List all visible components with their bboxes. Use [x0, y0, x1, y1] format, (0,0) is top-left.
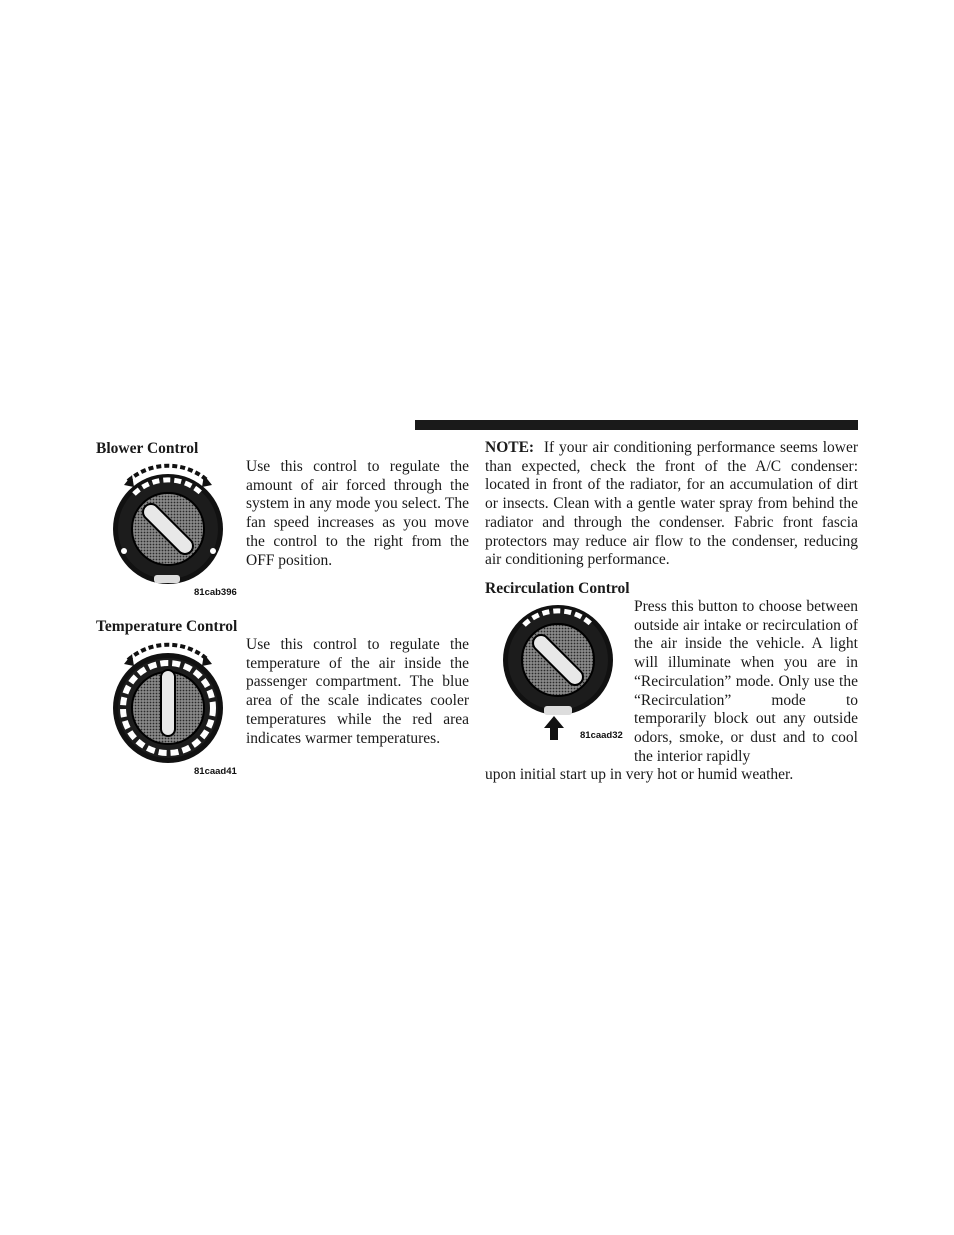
temperature-control-heading: Temperature Control — [96, 618, 238, 635]
recirculation-control-heading: Recirculation Control — [485, 580, 630, 597]
note-body: If your air conditioning performance seems lower than expected, check the front of the A/C condenser: located in front of the radiator, for an accumulation of dirt or insects. Clean with a gentle water spray from behind the radiator and through the condenser. Fabric front fascia protectors may reduce air flow to the condenser, reducing air conditioning performance. — [485, 439, 859, 569]
recirculation-control-body: Press this button to choose between outside air intake or recirculation of the air inside the vehicle. A light will illuminate when you are in “Recirculation” mode. Only use the “Recirculation” mode to temporarily block out any outside odors, smoke, or dust and to cool the interior rapidly — [634, 598, 858, 765]
recirculation-control-figure — [498, 600, 626, 742]
blower-control-knob-icon — [110, 459, 228, 587]
temperature-control-body: Use this control to regulate the temperature of the air inside the passenger compartment. The blue area of the scale indicates cooler temperatures while the red area indicates warmer temperatures. — [246, 636, 469, 747]
recirculation-control-body-continued: upon initial start up in very hot or humid weather. — [485, 766, 794, 783]
figure-code-label: 81caad41 — [194, 766, 237, 777]
figure-code-label: 81caad32 — [580, 730, 623, 741]
temperature-control-figure — [110, 638, 237, 777]
recirculation-control-knob-icon — [498, 600, 626, 742]
temperature-control-knob-icon — [110, 638, 228, 766]
up-arrow-icon — [544, 716, 564, 740]
blower-control-heading: Blower Control — [96, 440, 199, 457]
figure-code-label: 81cab396 — [194, 587, 237, 598]
note-label: NOTE: — [485, 439, 535, 456]
blower-control-figure — [110, 459, 237, 598]
header-rule — [415, 420, 858, 430]
note-paragraph — [485, 439, 858, 570]
blower-control-body: Use this control to regulate the amount of air forced through the system in any mode you select. The fan speed increases as you move the control to the right from the OFF position. — [246, 458, 469, 569]
